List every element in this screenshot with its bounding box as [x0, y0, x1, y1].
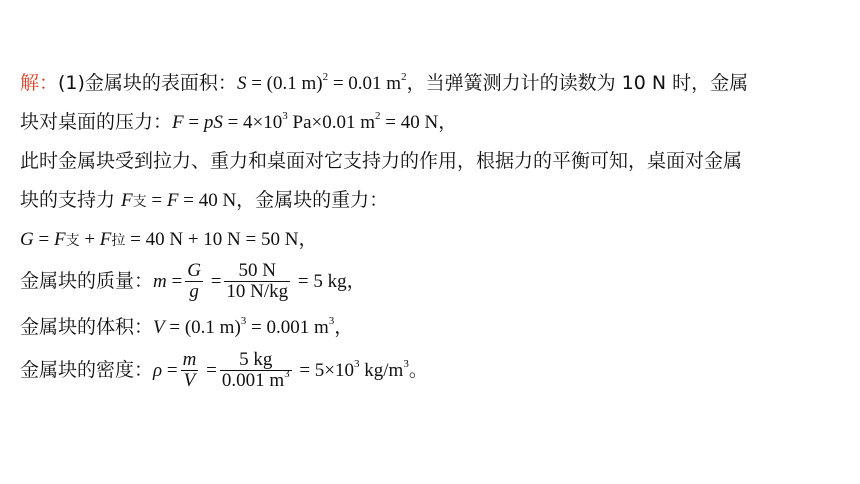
math-expr: =	[33, 229, 54, 250]
math-expr: 0.001 m	[221, 370, 285, 391]
math-expr: =	[201, 360, 217, 381]
fraction-G-over-g	[185, 261, 203, 302]
subscript-support: 支	[65, 233, 80, 249]
exponent: 3	[403, 358, 409, 370]
math-expr: = 0.01 m	[328, 73, 402, 94]
numerator: m	[182, 349, 197, 370]
math-expr: =	[146, 190, 167, 211]
solution-line-6	[20, 258, 366, 305]
pressure-force-text: 块对桌面的压力：	[20, 111, 173, 133]
math-pS: pS	[203, 112, 223, 133]
subscript-pull: 拉	[111, 233, 126, 249]
denominator	[220, 368, 292, 391]
math-expr: =	[166, 271, 183, 292]
math-expr: Pa×0.01 m	[287, 112, 376, 133]
math-expr: = 5×10	[294, 360, 355, 381]
gravity-text: ，金属块的重力：	[236, 189, 389, 211]
math-expr: = 40 N，	[380, 112, 458, 133]
math-rho: ρ	[153, 360, 163, 381]
math-expr: =	[183, 112, 204, 133]
math-expr: +	[79, 229, 100, 250]
fraction-5kg-over-volume	[220, 350, 292, 391]
exponent: 2	[401, 71, 407, 83]
volume-text: 金属块的体积：	[20, 316, 154, 338]
solution-line-3: 此时金属块受到拉力、重力和桌面对它支持力的作用，根据力的平衡可知，桌面对金属	[20, 150, 743, 172]
math-F: F	[121, 190, 133, 211]
punctuation: 。	[408, 359, 428, 381]
solution-line-8	[20, 347, 428, 394]
math-expr: = 4×10	[222, 112, 283, 133]
numerator: 50 N	[224, 261, 290, 282]
denominator: 10 N/kg	[226, 281, 289, 302]
math-expr: = 40 N + 10 N = 50 N，	[125, 229, 318, 250]
math-F: F	[53, 229, 66, 250]
exponent: 2	[322, 71, 329, 83]
math-expr: =	[205, 271, 222, 292]
math-expr: = 5 kg，	[293, 271, 366, 292]
subscript-support: 支	[132, 194, 147, 210]
exponent: 3	[240, 315, 247, 327]
denominator: g	[189, 281, 199, 302]
solution-line-1	[20, 70, 748, 97]
solution-line-2	[20, 109, 457, 136]
fraction-m-over-V	[181, 350, 199, 391]
solution-line-7	[20, 314, 353, 341]
solution-label: 解：	[20, 72, 59, 94]
math-V: V	[153, 317, 165, 338]
density-text: 金属块的密度：	[20, 359, 154, 381]
math-expr: = 40 N	[178, 190, 237, 211]
exponent: 3	[354, 358, 360, 370]
math-m: m	[153, 271, 167, 292]
fraction-50N-over-10Nkg	[224, 261, 290, 302]
area-text: (1)金属块的表面积：	[58, 72, 237, 94]
math-expr: = (0.1 m)	[246, 73, 323, 94]
math-S: S	[236, 73, 247, 94]
math-F: F	[172, 112, 184, 133]
punctuation: ，	[334, 316, 354, 338]
math-F: F	[166, 190, 179, 211]
math-G: G	[20, 229, 34, 250]
reading-text: ，当弹簧测力计的读数为 10 N 时，金属	[406, 72, 749, 94]
exponent: 2	[375, 110, 381, 122]
math-expr: = 0.001 m	[246, 317, 329, 338]
math-F: F	[99, 229, 112, 250]
exponent: 3	[284, 368, 290, 380]
denominator: V	[183, 370, 196, 391]
solution-line-5	[20, 226, 317, 254]
exponent: 3	[328, 315, 335, 327]
math-expr: kg/m	[359, 360, 404, 381]
math-expr: =	[162, 360, 178, 381]
support-force-text: 块的支持力	[20, 189, 122, 211]
math-expr: = (0.1 m)	[164, 317, 241, 338]
mass-text: 金属块的质量：	[20, 270, 154, 292]
exponent: 3	[282, 110, 288, 122]
numerator: 5 kg	[220, 350, 292, 371]
numerator: G	[187, 260, 201, 281]
solution-line-4	[20, 187, 388, 215]
